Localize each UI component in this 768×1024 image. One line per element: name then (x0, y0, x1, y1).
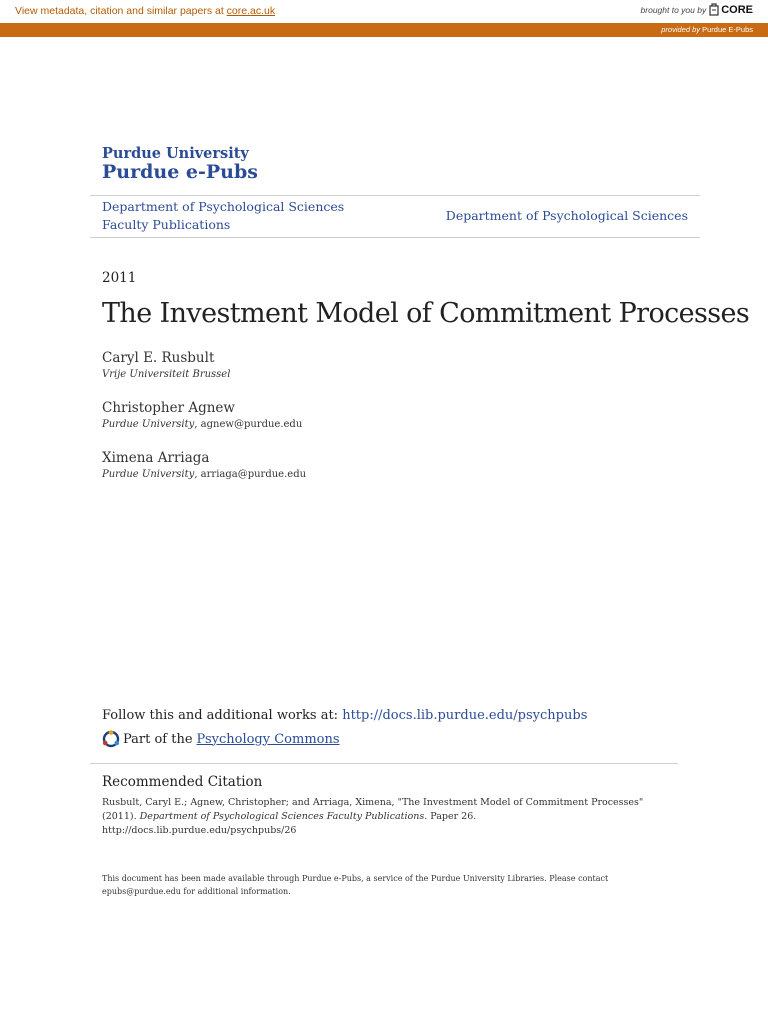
network-commons-icon (102, 730, 120, 748)
citation-main: Rusbult, Caryl E.; Agnew, Christopher; and Arriaga, Ximena, "The Investment Model of Commitment Processes" (2011). (102, 797, 644, 822)
author-institution: Vrije Universiteit Brussel (102, 369, 231, 380)
citation-heading: Recommended Citation (102, 774, 263, 790)
author-affiliation (102, 469, 306, 480)
follow-line (102, 708, 587, 723)
repository-name[interactable]: Purdue e-Pubs (102, 161, 258, 183)
citation-series: Department of Psychological Sciences Faculty Publications (139, 811, 425, 822)
provided-by (661, 25, 753, 34)
core-logo-text: CORE (721, 3, 753, 16)
series-top-rule (90, 195, 700, 196)
series-collection-link[interactable]: Department of Psychological Sciences Faculty Publications (102, 199, 345, 232)
author-affiliation (102, 419, 302, 430)
psychology-commons-link[interactable]: Psychology Commons (196, 731, 340, 747)
citation-text (102, 796, 677, 838)
author-name: Christopher Agnew (102, 400, 235, 416)
citation-url[interactable]: http://docs.lib.purdue.edu/psychpubs/26 (102, 825, 297, 836)
series-bottom-rule (90, 237, 700, 238)
part-of-line (102, 730, 340, 748)
author-name: Caryl E. Rusbult (102, 350, 215, 366)
core-provided-strip (0, 24, 768, 37)
publication-year: 2011 (102, 270, 137, 286)
author-institution: Purdue University (102, 469, 195, 480)
core-banner (0, 0, 768, 24)
department-link[interactable]: Department of Psychological Sciences (445, 208, 688, 223)
core-view-text: View metadata, citation and similar papers at (15, 5, 224, 17)
author-entry (102, 350, 230, 380)
provided-prefix: provided by (661, 25, 701, 34)
follow-prefix: Follow this and additional works at: (102, 708, 339, 723)
core-view-metadata (15, 5, 275, 17)
university-name[interactable]: Purdue University (102, 145, 249, 162)
citation-rule (90, 763, 678, 764)
follow-url-link[interactable]: http://docs.lib.purdue.edu/psychpubs (342, 708, 588, 723)
provided-source: Purdue E-Pubs (702, 25, 753, 34)
author-institution: Purdue University (102, 419, 195, 430)
author-email: , agnew@purdue.edu (194, 419, 303, 430)
part-of-prefix: Part of the (123, 731, 193, 747)
author-email: , arriaga@purdue.edu (194, 469, 307, 480)
author-name: Ximena Arriaga (102, 450, 210, 466)
core-logo-icon (709, 3, 719, 16)
author-entry (102, 400, 302, 430)
core-ac-uk-link[interactable]: core.ac.uk (226, 5, 276, 17)
author-entry (102, 450, 306, 480)
author-affiliation (102, 369, 230, 380)
citation-paper-number: . Paper 26. (424, 811, 477, 822)
core-brought-by[interactable] (641, 3, 753, 16)
availability-note: This document has been made available through Purdue e-Pubs, a service of the Purdue University Libraries. Please contact epubs@purdue.edu for additional information. (102, 874, 609, 896)
brought-text: brought to you by (640, 4, 707, 15)
paper-title: The Investment Model of Commitment Processes (102, 298, 750, 329)
